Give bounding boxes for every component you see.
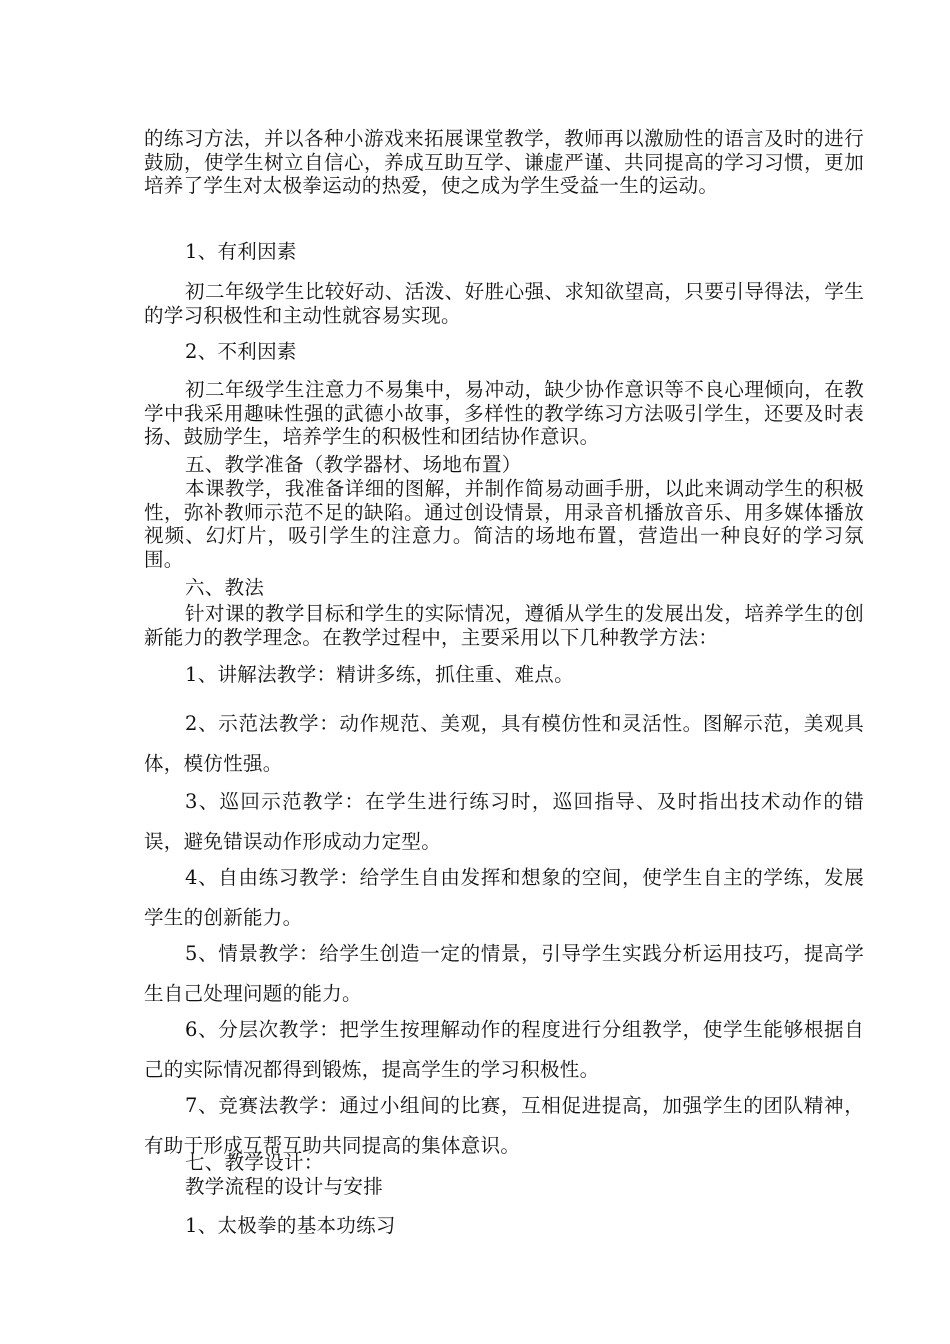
paragraph-favorable-factors: 初二年级学生比较好动、活泼、好胜心强、求知欲望高，只要引导得法，学生的学习积极性和主动性就容易实现。 [144,280,864,327]
heading-favorable-factors: 1、有利因素 [185,240,297,263]
method-item-7: 7、竞赛法教学：通过小组间的比赛，互相促进提高，加强学生的团队精神，有助于形成互帮互助共同提高的集体意识。 [144,1094,864,1157]
heading-unfavorable-factors: 2、不利因素 [185,340,297,363]
method-item-3: 3、巡回示范教学：在学生进行练习时，巡回指导、及时指出技术动作的错误，避免错误动作形成动力定型。 [144,790,864,853]
paragraph-continuation: 的练习方法，并以各种小游戏来拓展课堂教学，教师再以激励性的语言及时的进行鼓励，使学生树立自信心，养成互助互学、谦虚严谨、共同提高的学习习惯，更加培养了学生对太极拳运动的热爱，使之成为学生受益一生的运动。 [144,127,864,197]
heading-teaching-methods: 六、教法 [185,576,265,599]
method-item-5: 5、情景教学：给学生创造一定的情景，引导学生实践分析运用技巧，提高学生自己处理问题的能力。 [144,942,864,1005]
heading-teaching-design: 七、教学设计： [185,1151,324,1174]
design-item-1: 1、太极拳的基本功练习 [185,1214,396,1237]
method-item-2: 2、示范法教学：动作规范、美观，具有模仿性和灵活性。图解示范，美观具体，模仿性强。 [144,712,864,775]
method-item-6: 6、分层次教学：把学生按理解动作的程度进行分组教学，使学生能够根据自己的实际情况都得到锻炼，提高学生的学习积极性。 [144,1018,864,1081]
method-item-4: 4、自由练习教学：给学生自由发挥和想象的空间，使学生自主的学练，发展学生的创新能力。 [144,866,864,929]
heading-teaching-preparation: 五、教学准备（教学器材、场地布置） [185,453,522,476]
method-item-1: 1、讲解法教学：精讲多练，抓住重、难点。 [185,663,574,686]
paragraph-unfavorable-factors: 初二年级学生注意力不易集中，易冲动，缺少协作意识等不良心理倾向，在教学中我采用趣味性强的武德小故事，多样性的教学练习方法吸引学生，还要及时表扬、鼓励学生，培养学生的积极性和团结协作意识。 [144,378,864,448]
subheading-process-design: 教学流程的设计与安排 [185,1175,384,1198]
paragraph-teaching-preparation: 本课教学，我准备详细的图解，并制作简易动画手册，以此来调动学生的积极性，弥补教师示范不足的缺陷。通过创设情景，用录音机播放音乐、用多媒体播放视频、幻灯片，吸引学生的注意力。简洁的场地布置，营造出一种良好的学习氛围。 [144,477,864,571]
paragraph-teaching-methods-intro: 针对课的教学目标和学生的实际情况，遵循从学生的发展出发，培养学生的创新能力的教学理念。在教学过程中，主要采用以下几种教学方法： [144,602,864,649]
